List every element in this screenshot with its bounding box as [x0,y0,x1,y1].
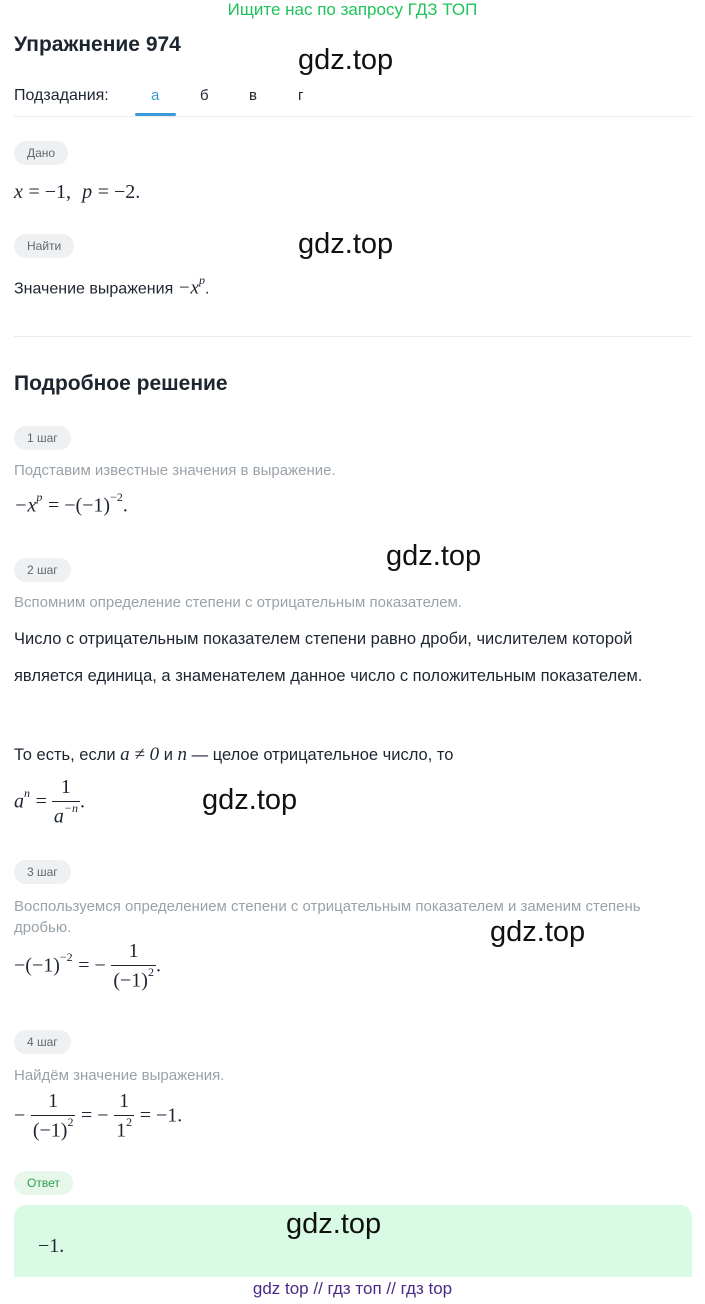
answer-value: −1. [38,1235,65,1257]
watermark: gdz.top [286,1208,382,1240]
given-p-value: −2. [113,181,141,203]
section-divider [14,336,692,337]
find-expression-exp: p [198,273,205,287]
tab-v[interactable]: в [249,87,257,104]
watermark: gdz.top [490,916,586,948]
step-4-math: − $\frac{1}{(-1)^2}$ = − $\frac{1}{1^2}$ = −1. [14,1090,183,1142]
step-2-paragraph: Число с отрицательным показателем степени равно дроби, числителем которой является единица, а знаменателем данное число с положительным показателем. [14,630,643,685]
find-text: Значение выражения $-x^p$. [14,273,210,299]
given-x-var: x [14,181,23,203]
footer-link-gdz-top-mixed[interactable]: гдз top [400,1279,453,1298]
watermark: gdz.top [202,784,298,816]
watermark: gdz.top [298,228,394,260]
step-1-hint: Подставим известные значения в выражение. [14,462,336,479]
step-1-badge: 1 шаг [14,426,71,450]
find-description: Значение выражения [14,280,174,298]
step-2-hint: Вспомним определение степени с отрицательным показателем. [14,594,463,611]
find-expression: −x [177,277,199,299]
step-4-badge: 4 шаг [14,1030,71,1054]
given-p-var: p [82,181,93,203]
step-3-badge: 3 шаг [14,860,71,884]
step-2-condition: То есть, если a ≠ 0 и n — целое отрицательное число, то [14,744,454,765]
tab-a[interactable]: а [151,87,160,104]
tab-b[interactable]: б [200,87,209,104]
step-3-hint: Воспользуемся определением степени с отрицательным показателем и заменим степень дробью. [14,898,641,936]
step-3-math: $-(-1)^{-2}$ = − $\frac{1}{(-1)^2}$ . [14,940,161,992]
step-1-math: $-x^p = -(-1)^{-2}$. [14,490,128,517]
given-x-value: −1, [44,181,72,203]
tab-g[interactable]: г [298,87,304,104]
given-values: x = −1, p = −2. [14,181,141,203]
subtasks-label: Подзадания: [14,87,109,104]
footer-links: gdz top // гдз топ // гдз top [252,1279,453,1298]
tabs-divider [14,116,692,117]
footer-link-gdz-top-ru[interactable]: гдз топ [327,1279,382,1298]
answer-badge: Ответ [14,1171,73,1195]
promo-banner: Ищите нас по запросу ГДЗ ТОП [227,0,478,19]
solution-heading: Подробное решение [14,372,228,395]
watermark: gdz.top [386,540,482,572]
step-2-formula: $a^n$ = $\frac{1}{a^{-n}}$ . [14,776,85,828]
given-badge: Дано [14,141,68,165]
step-4-hint: Найдём значение выражения. [14,1067,225,1084]
footer-link-gdz-top[interactable]: gdz top [252,1279,309,1298]
watermark: gdz.top [298,44,394,76]
find-badge: Найти [14,234,74,258]
step-2-badge: 2 шаг [14,558,71,582]
page-title: Упражнение 974 [14,33,181,56]
